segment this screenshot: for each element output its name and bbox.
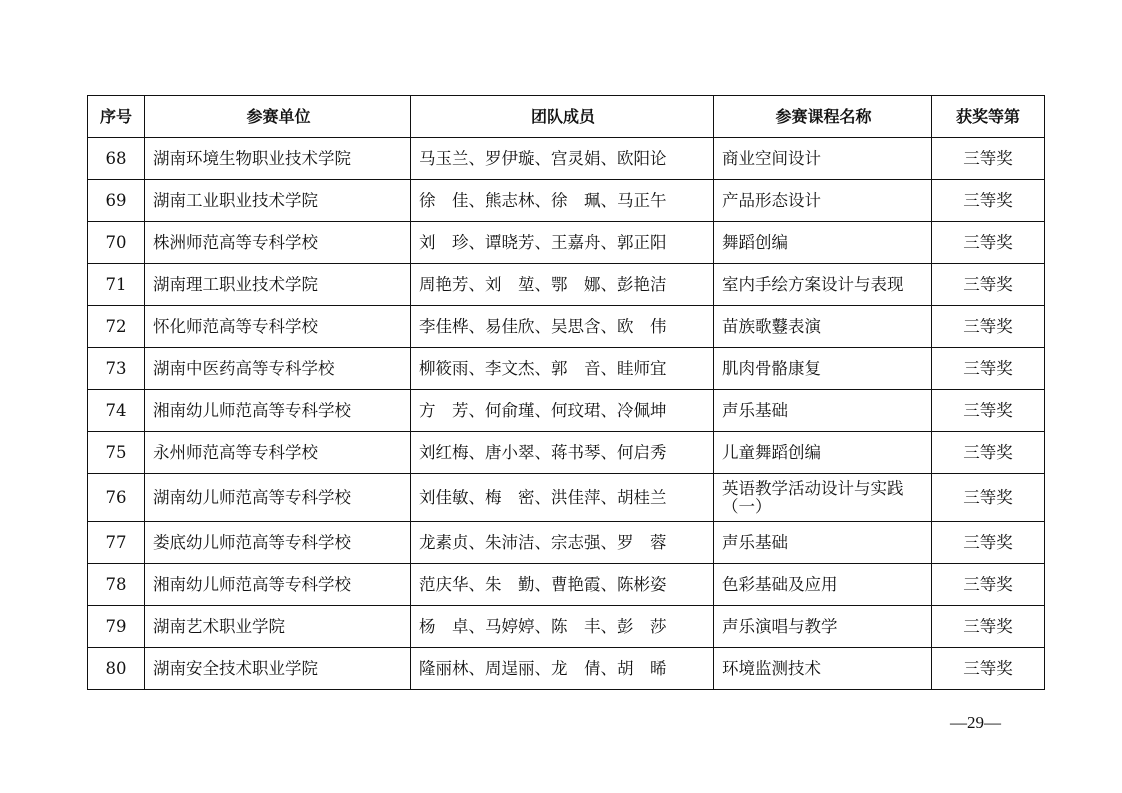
row-no: 72 (88, 306, 145, 348)
row-award: 三等奖 (932, 522, 1045, 564)
row-course: 色彩基础及应用 (714, 564, 932, 606)
table-row (88, 564, 1045, 606)
row-no: 74 (88, 390, 145, 432)
row-unit: 湘南幼儿师范高等专科学校 (145, 564, 411, 606)
row-no: 68 (88, 138, 145, 180)
row-no: 80 (88, 648, 145, 690)
row-no: 76 (88, 474, 145, 522)
row-unit: 湖南工业职业技术学院 (145, 180, 411, 222)
row-course: 室内手绘方案设计与表现 (714, 264, 932, 306)
row-course: 商业空间设计 (714, 138, 932, 180)
row-no: 73 (88, 348, 145, 390)
row-award: 三等奖 (932, 264, 1045, 306)
header-award: 获奖等第 (932, 96, 1045, 138)
row-no: 78 (88, 564, 145, 606)
row-no: 69 (88, 180, 145, 222)
row-team: 刘 珍、谭晓芳、王嘉舟、郭正阳 (411, 222, 714, 264)
table-row (88, 648, 1045, 690)
row-course: 声乐演唱与教学 (714, 606, 932, 648)
row-course: 肌肉骨骼康复 (714, 348, 932, 390)
table-row (88, 606, 1045, 648)
table-row (88, 432, 1045, 474)
row-team: 柳筱雨、李文杰、郭 音、眭师宜 (411, 348, 714, 390)
table-row (88, 306, 1045, 348)
row-team: 范庆华、朱 勤、曹艳霞、陈彬姿 (411, 564, 714, 606)
row-award: 三等奖 (932, 606, 1045, 648)
page-number: —29— (950, 713, 1001, 732)
row-team: 徐 佳、熊志林、徐 珮、马正午 (411, 180, 714, 222)
table-row (88, 180, 1045, 222)
row-award: 三等奖 (932, 474, 1045, 522)
row-award: 三等奖 (932, 564, 1045, 606)
row-award: 三等奖 (932, 180, 1045, 222)
row-unit: 湖南理工职业技术学院 (145, 264, 411, 306)
row-unit: 湖南环境生物职业技术学院 (145, 138, 411, 180)
row-course: 声乐基础 (714, 522, 932, 564)
header-no: 序号 (88, 96, 145, 138)
row-award: 三等奖 (932, 648, 1045, 690)
row-award: 三等奖 (932, 222, 1045, 264)
row-no: 71 (88, 264, 145, 306)
row-unit: 娄底幼儿师范高等专科学校 (145, 522, 411, 564)
row-unit: 怀化师范高等专科学校 (145, 306, 411, 348)
row-course: 儿童舞蹈创编 (714, 432, 932, 474)
row-team: 马玉兰、罗伊璇、宫灵娟、欧阳论 (411, 138, 714, 180)
row-course: 舞蹈创编 (714, 222, 932, 264)
row-team: 隆丽林、周逞丽、龙 倩、胡 晞 (411, 648, 714, 690)
row-unit: 永州师范高等专科学校 (145, 432, 411, 474)
row-unit: 湖南幼儿师范高等专科学校 (145, 474, 411, 522)
row-team: 周艳芳、刘 堃、鄂 娜、彭艳洁 (411, 264, 714, 306)
row-team: 李佳桦、易佳欣、吴思含、欧 伟 (411, 306, 714, 348)
table-row (88, 522, 1045, 564)
table-row (88, 138, 1045, 180)
header-course: 参赛课程名称 (714, 96, 932, 138)
row-team: 龙素贞、朱沛洁、宗志强、罗 蓉 (411, 522, 714, 564)
row-no: 79 (88, 606, 145, 648)
table-row (88, 390, 1045, 432)
row-course: 声乐基础 (714, 390, 932, 432)
row-unit: 株洲师范高等专科学校 (145, 222, 411, 264)
row-unit: 湖南艺术职业学院 (145, 606, 411, 648)
row-unit: 湖南安全技术职业学院 (145, 648, 411, 690)
table-row (88, 264, 1045, 306)
row-award: 三等奖 (932, 390, 1045, 432)
row-course: 英语教学活动设计与实践（一） (714, 474, 932, 522)
row-course: 产品形态设计 (714, 180, 932, 222)
row-team: 杨 卓、马婷婷、陈 丰、彭 莎 (411, 606, 714, 648)
row-award: 三等奖 (932, 348, 1045, 390)
row-team: 刘红梅、唐小翠、蒋书琴、何启秀 (411, 432, 714, 474)
row-no: 70 (88, 222, 145, 264)
row-team: 刘佳敏、梅 密、洪佳萍、胡桂兰 (411, 474, 714, 522)
row-unit: 湘南幼儿师范高等专科学校 (145, 390, 411, 432)
row-no: 75 (88, 432, 145, 474)
row-course: 环境监测技术 (714, 648, 932, 690)
awards-table (87, 95, 1045, 690)
row-award: 三等奖 (932, 306, 1045, 348)
row-award: 三等奖 (932, 432, 1045, 474)
table-row (88, 348, 1045, 390)
table-row (88, 222, 1045, 264)
row-award: 三等奖 (932, 138, 1045, 180)
header-row (88, 96, 1045, 138)
table-row (88, 474, 1045, 522)
row-course: 苗族歌鼟表演 (714, 306, 932, 348)
row-no: 77 (88, 522, 145, 564)
row-unit: 湖南中医药高等专科学校 (145, 348, 411, 390)
header-unit: 参赛单位 (145, 96, 411, 138)
row-team: 方 芳、何俞瑾、何玟珺、冷佩坤 (411, 390, 714, 432)
header-team: 团队成员 (411, 96, 714, 138)
